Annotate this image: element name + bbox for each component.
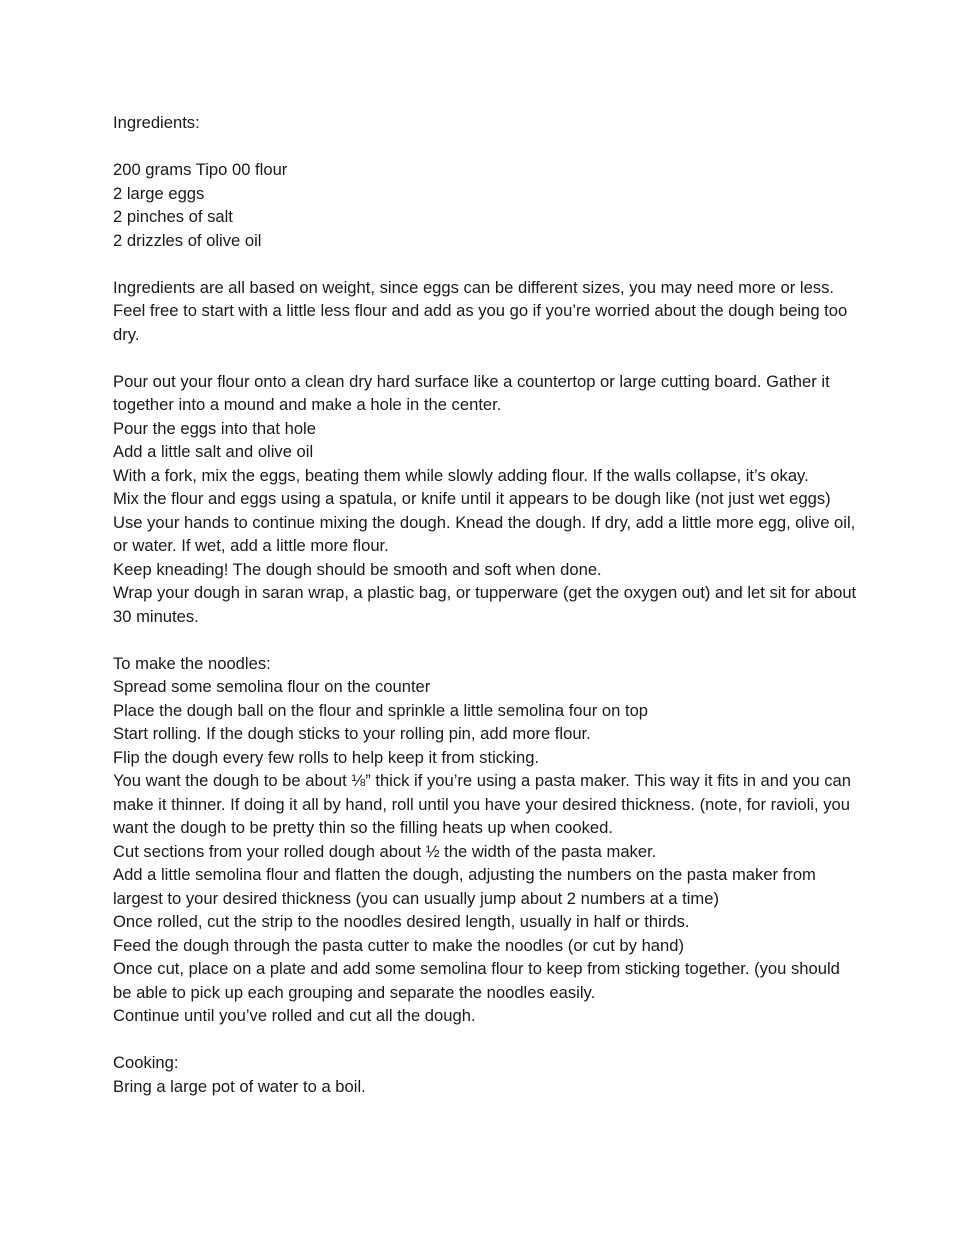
dough-step: With a fork, mix the eggs, beating them while slowly adding flour. If the walls collapse, it’s okay. (113, 465, 809, 485)
dough-step: Keep kneading! The dough should be smooth and soft when done. (113, 559, 602, 579)
noodle-step: Start rolling. If the dough sticks to your rolling pin, add more flour. (113, 724, 591, 743)
ingredient-item: 200 grams Tipo 00 flour (113, 160, 288, 179)
blank-line (113, 135, 858, 159)
noodle-step: Cut sections from your rolled dough about ½ the width of the pasta maker. (113, 841, 657, 861)
weight-note: Ingredients are all based on weight, since eggs can be different sizes, you may need more or less. Feel free to start with a little less flour and add as you go if you’re worried about the dough being too dry. (113, 277, 848, 344)
dough-step: Mix the flour and eggs using a spatula, or knife until it appears to be dough like (not just wet eggs) (113, 489, 831, 508)
ingredients-list (113, 158, 858, 252)
ingredient-item: 2 large eggs (113, 183, 205, 203)
dough-step: Use your hands to continue mixing the dough. Knead the dough. If dry, add a little more egg, olive oil, or water. If wet, add a little more flour. (113, 512, 856, 555)
blank-line (113, 252, 858, 276)
dough-steps (113, 370, 858, 629)
document-page (113, 111, 858, 1098)
ingredients-heading: Ingredients: (113, 113, 200, 132)
noodle-step: Add a little semolina flour and flatten the dough, adjusting the numbers on the pasta maker from largest to your desired thickness (you can usually jump about 2 numbers at a time) (113, 865, 816, 908)
noodle-step: Place the dough ball on the flour and sprinkle a little semolina four on top (113, 700, 649, 720)
cooking-heading: Cooking: (113, 1053, 179, 1072)
noodle-step: Once rolled, cut the strip to the noodles desired length, usually in half or thirds. (113, 912, 690, 931)
blank-line (113, 628, 858, 652)
noodle-step: You want the dough to be about ⅛” thick if you’re using a pasta maker. This way it fits in and you can make it thinner. If doing it all by hand, roll until you have your desired thickness. (note, for ravioli, you want the dough to be pretty thin so the filling heats up when cooked. (113, 771, 851, 837)
dough-step: Add a little salt and olive oil (113, 442, 314, 461)
noodle-step: Spread some semolina flour on the counter (113, 677, 431, 696)
dough-step: Pour the eggs into that hole (113, 418, 316, 438)
noodle-step: Feed the dough through the pasta cutter to make the noodles (or cut by hand) (113, 935, 685, 955)
ingredient-item: 2 pinches of salt (113, 207, 233, 226)
noodle-step: Continue until you’ve rolled and cut all the dough. (113, 1006, 476, 1025)
ingredient-item: 2 drizzles of olive oil (113, 230, 262, 250)
blank-line (113, 1028, 858, 1052)
blank-line (113, 346, 858, 370)
noodles-heading: To make the noodles: (113, 653, 271, 673)
cooking-step: Bring a large pot of water to a boil. (113, 1076, 366, 1096)
noodle-step: Flip the dough every few rolls to help keep it from sticking. (113, 747, 540, 767)
noodle-steps (113, 675, 858, 1028)
dough-step: Pour out your flour onto a clean dry hard surface like a countertop or large cutting board. Gather it together into a mound and make a hole in the center. (113, 371, 830, 414)
cooking-steps (113, 1075, 858, 1099)
dough-step: Wrap your dough in saran wrap, a plastic bag, or tupperware (get the oxygen out) and let sit for about 30 minutes. (113, 583, 857, 626)
noodle-step: Once cut, place on a plate and add some semolina flour to keep from sticking together. (you should be able to pick up each grouping and separate the noodles easily. (113, 959, 840, 1002)
